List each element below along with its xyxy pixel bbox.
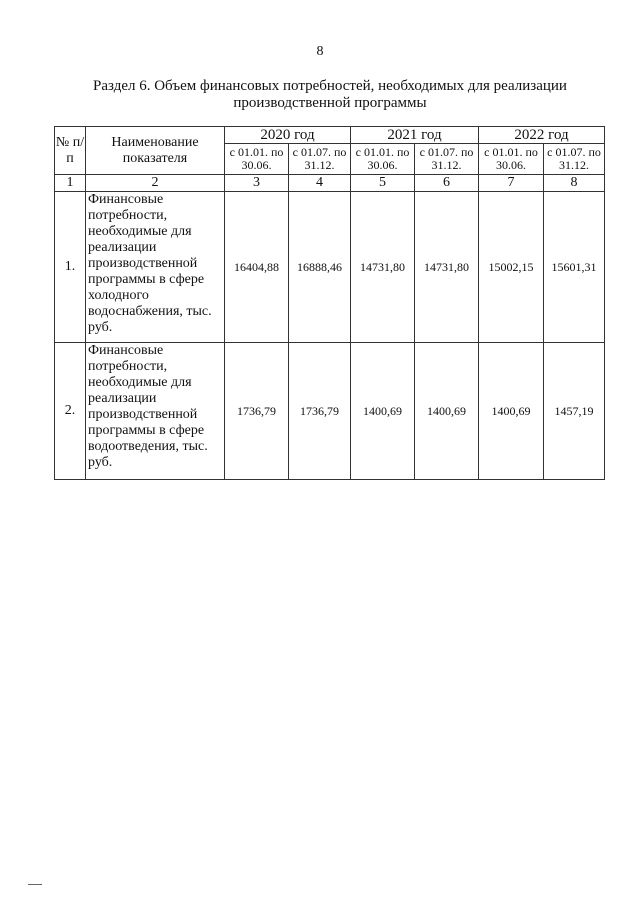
column-number: 1 [55,175,86,192]
column-number: 8 [544,175,605,192]
row-value: 14731,80 [351,192,415,343]
column-number: 2 [86,175,225,192]
header-period: с 01.01. по 30.06. [479,144,544,175]
page-edge-mark [28,884,42,885]
column-number: 4 [289,175,351,192]
header-year-2020: 2020 год [225,127,351,144]
header-row-years [55,127,605,144]
header-period: с 01.07. по 31.12. [544,144,605,175]
row-value: 1400,69 [351,343,415,480]
row-value: 14731,80 [415,192,479,343]
section-title-line-1: Раздел 6. Объем финансовых потребностей, необходимых для реализации [93,78,567,94]
header-row-column-numbers [55,175,605,192]
row-value: 1736,79 [289,343,351,480]
header-year-2022: 2022 год [479,127,605,144]
row-value: 1400,69 [415,343,479,480]
header-name: Наименование показателя [86,127,225,175]
section-title-line-2: производственной программы [233,95,427,111]
column-number: 6 [415,175,479,192]
row-value: 15601,31 [544,192,605,343]
row-value: 16888,46 [289,192,351,343]
header-period: с 01.07. по 31.12. [289,144,351,175]
header-year-2021: 2021 год [351,127,479,144]
row-value: 1457,19 [544,343,605,480]
row-indicator-name: Финансовые потребности, необходимые для реализации производственной программы в сфере водоотведения, тыс. руб. [86,343,225,480]
row-index: 2. [55,343,86,480]
header-period: с 01.01. по 30.06. [351,144,415,175]
header-num: № п/п [55,127,86,175]
row-value: 1400,69 [479,343,544,480]
row-value: 16404,88 [225,192,289,343]
row-value: 1736,79 [225,343,289,480]
row-value: 15002,15 [479,192,544,343]
header-period: с 01.07. по 31.12. [415,144,479,175]
table-row [55,192,605,343]
row-index: 1. [55,192,86,343]
column-number: 3 [225,175,289,192]
financial-needs-table [54,126,605,480]
section-title [60,78,600,112]
header-period: с 01.01. по 30.06. [225,144,289,175]
page-number: 8 [316,44,324,59]
row-indicator-name: Финансовые потребности, необходимые для реализации производственной программы в сфере холодного водоснабжения, тыс. руб. [86,192,225,343]
column-number: 5 [351,175,415,192]
table-row [55,343,605,480]
column-number: 7 [479,175,544,192]
